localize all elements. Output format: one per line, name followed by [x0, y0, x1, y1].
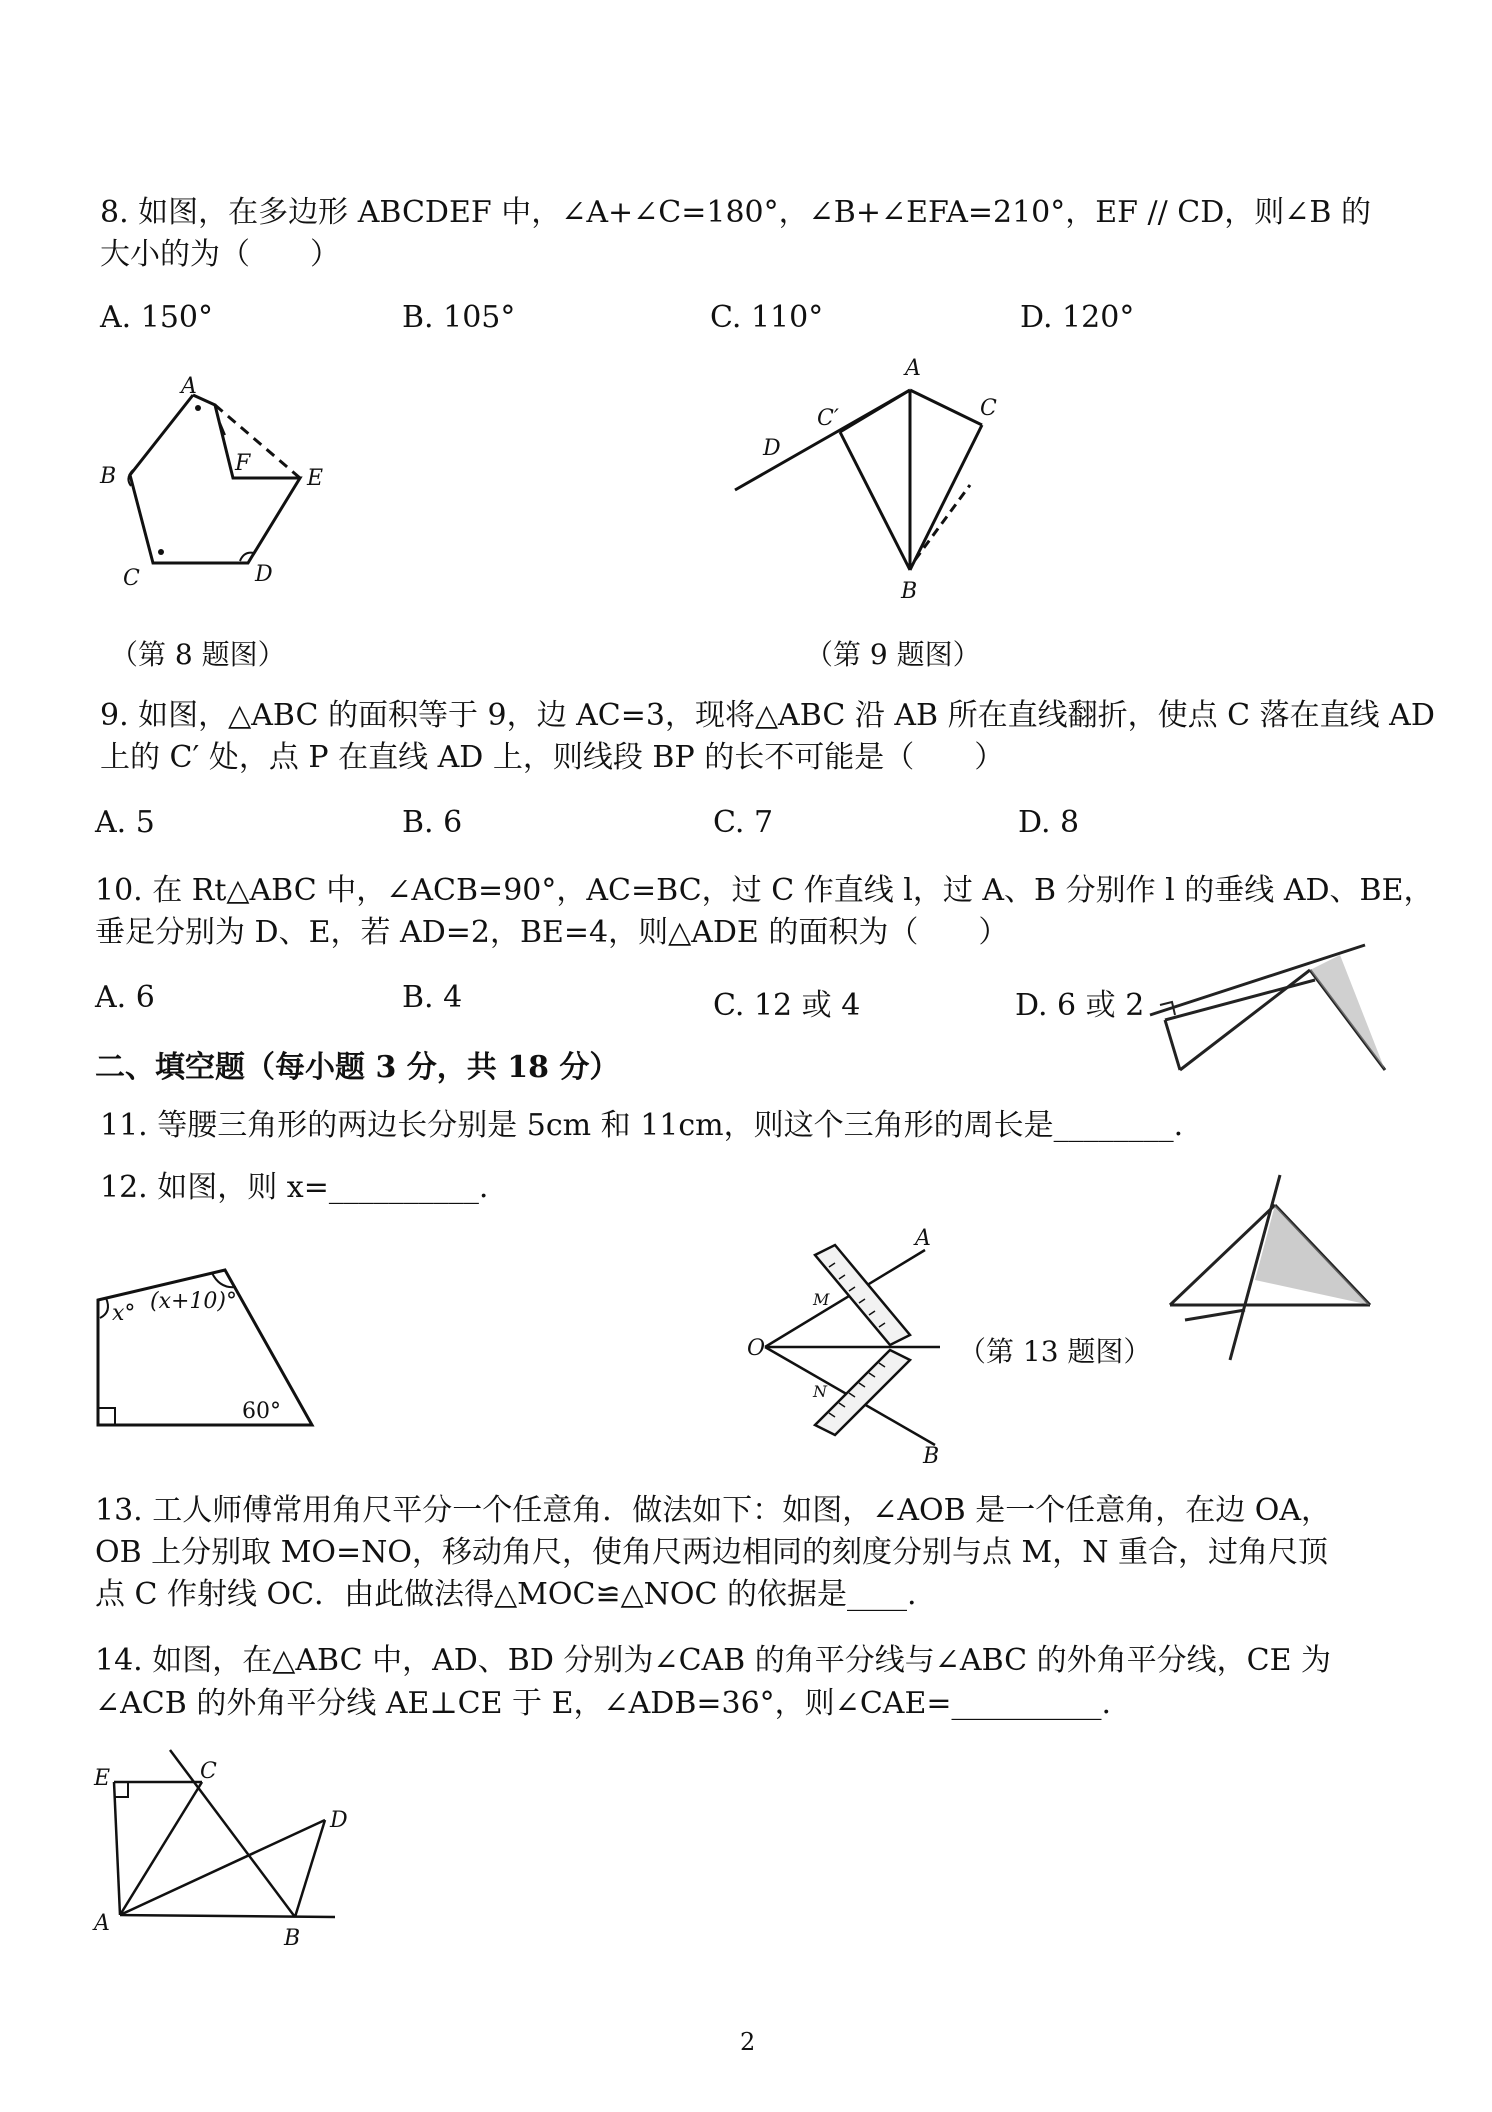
q9-label-b: B [901, 579, 918, 604]
q8-figure [95, 374, 335, 591]
q12-text: 12. 如图，则 x=__________. [100, 1170, 489, 1205]
q10-option-c: C. 12 或 4 [713, 988, 861, 1023]
q14-label-e: E [94, 1766, 111, 1791]
q13-label-a: A [915, 1226, 931, 1251]
q14-line1: 14. 如图，在△ABC 中，AD、BD 分别为∠CAB 的角平分线与∠ABC 的外角平分线，CE 为 [95, 1643, 1332, 1678]
q8-label-e: E [307, 466, 324, 491]
q13-line2: OB 上分别取 MO=NO，移动角尺，使角尺两边相同的刻度分别与点 M，N 重合，过角尺顶 [95, 1535, 1329, 1570]
section2-title: 二、填空题（每小题 3 分，共 18 分） [95, 1050, 620, 1085]
q13-figure-caption: （第 13 题图） [958, 1335, 1152, 1368]
q8-line2: 大小的为（ ） [100, 237, 340, 272]
q8-figure-caption: （第 8 题图） [110, 638, 286, 671]
q8-option-a: A. 150° [100, 300, 213, 335]
q14-label-b: B [284, 1926, 301, 1951]
q9-figure [725, 355, 1015, 610]
q8-label-b: B [100, 464, 117, 489]
q12-label-x-plus-10: (x+10)° [150, 1289, 238, 1314]
q14-label-c: C [200, 1759, 217, 1784]
q8-option-b: B. 105° [402, 300, 516, 335]
q13-line1: 13. 工人师傅常用角尺平分一个任意角．做法如下：如图，∠AOB 是一个任意角，在边 OA， [95, 1493, 1332, 1528]
q9-option-a: A. 5 [95, 805, 155, 840]
q12-label-x: x° [112, 1301, 136, 1326]
q10-line1: 10. 在 Rt△ABC 中，∠ACB=90°，AC=BC，过 C 作直线 l，过 A、B 分别作 l 的垂线 AD、BE， [95, 873, 1434, 908]
q14-line-ae [114, 1782, 120, 1915]
q13-figure [747, 1226, 955, 1469]
q13-label-o: O [747, 1336, 766, 1361]
q9-label-c-prime: C′ [817, 406, 839, 431]
q14-line2: ∠ACB 的外角平分线 AE⊥CE 于 E，∠ADB=36°，则∠CAE=__________. [95, 1686, 1112, 1721]
q12-figure [90, 1260, 320, 1435]
q14-line-bc-ext [170, 1750, 295, 1917]
q8-label-f: F [235, 451, 251, 476]
q14-line-bd [295, 1820, 325, 1917]
q13-line3: 点 C 作射线 OC．由此做法得△MOC≌△NOC 的依据是____. [95, 1577, 917, 1612]
q9-figure-caption: （第 9 题图） [805, 638, 981, 671]
q8-label-c: C [123, 566, 140, 591]
q9-option-c: C. 7 [713, 805, 774, 840]
q11-text: 11. 等腰三角形的两边长分别是 5cm 和 11cm，则这个三角形的周长是________. [100, 1108, 1184, 1143]
q13-label-m: M [813, 1290, 830, 1309]
q10-line2: 垂足分别为 D、E，若 AD=2，BE=4，则△ADE 的面积为（ ） [95, 915, 1009, 950]
q13-label-b: B [923, 1444, 940, 1469]
q9-line2: 上的 C′ 处，点 P 在直线 AD 上，则线段 BP 的长不可能是（ ） [100, 740, 1005, 775]
q14-label-a: A [94, 1911, 110, 1936]
q10-option-d: D. 6 或 2 [1015, 988, 1145, 1023]
q9-label-c: C [980, 396, 997, 421]
q8-line1: 8. 如图，在多边形 ABCDEF 中，∠A+∠C=180°，∠B+∠EFA=210°，EF // CD，则∠B 的 [100, 195, 1372, 230]
bleed-figure-1 [1140, 940, 1380, 1080]
q8-label-a: A [181, 374, 197, 399]
q8-dashed-ae [215, 405, 300, 478]
q10-option-a: A. 6 [95, 980, 155, 1015]
q8-option-c: C. 110° [710, 300, 824, 335]
q9-line1: 9. 如图，△ABC 的面积等于 9，边 AC=3，现将△ABC 沿 AB 所在直线翻折，使点 C 落在直线 AD [100, 698, 1435, 733]
q12-label-60: 60° [242, 1399, 281, 1424]
q9-label-d: D [763, 436, 781, 461]
q8-polygon [130, 395, 300, 563]
q8-option-d: D. 120° [1020, 300, 1135, 335]
q9-option-b: B. 6 [402, 805, 463, 840]
q14-figure [90, 1745, 360, 1960]
q9-label-a: A [905, 356, 921, 381]
page-number: 2 [740, 2028, 756, 2056]
q10-option-b: B. 4 [402, 980, 463, 1015]
q8-label-d: D [255, 562, 273, 587]
q9-option-d: D. 8 [1018, 805, 1080, 840]
q14-line-ab-ext [120, 1915, 335, 1917]
q14-label-d: D [330, 1808, 348, 1833]
bleed-figure-2 [1165, 1170, 1395, 1370]
q9-dashed [915, 485, 970, 560]
q13-label-n: N [813, 1382, 827, 1401]
